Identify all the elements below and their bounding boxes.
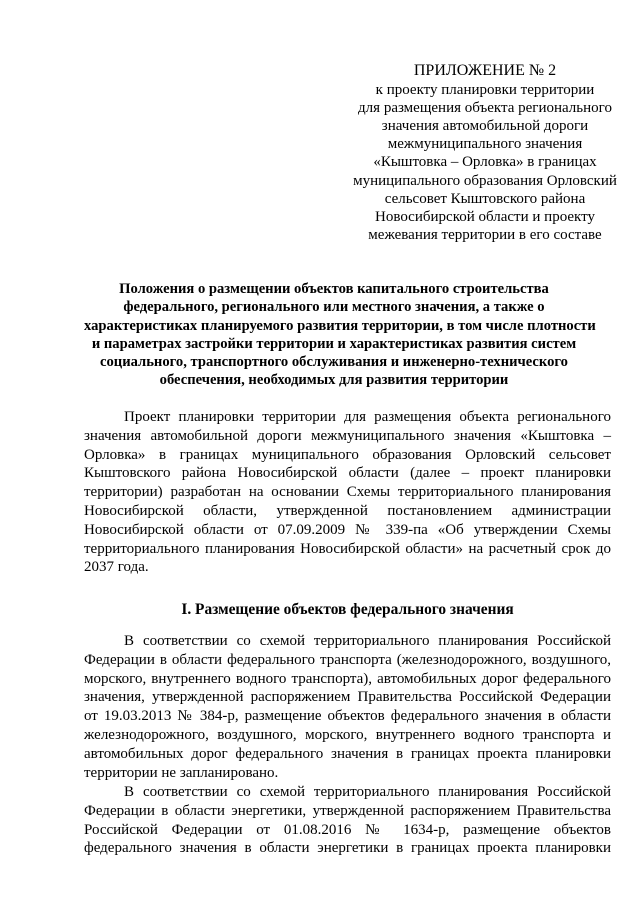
appendix-block [340, 62, 630, 244]
paragraph-line: Орловка» в границах муниципального образования Орловский сельсовет [84, 446, 611, 463]
title-line: и параметрах застройки территории и характеристиках развития систем [91, 335, 577, 352]
appendix-line: Новосибирской области и проекту [375, 208, 595, 225]
paragraph-line: от 19.03.2013 № 384-р, размещение объектов федерального значения в области [84, 708, 611, 725]
paragraph-line: территориального планирования Новосибирской области» на расчетный срок до [84, 540, 611, 557]
paragraph-line: автомобильных дорог федерального значения в границах проекта планировки [84, 745, 611, 762]
paragraph-line: Новосибирской области от 07.09.2009 № 339-па «Об утверждении Схемы [84, 521, 611, 538]
title-line: социального, транспортного обслуживания и инженерно-технического [100, 354, 568, 371]
paragraph-line: железнодорожного, воздушного, морского, внутреннего водного транспорта и [84, 726, 611, 743]
paragraph-line: Федерации в области энергетики, утвержденной распоряжением Правительства [84, 802, 611, 819]
title-line: характеристиках планируемого развития территории, в том числе плотности [84, 317, 596, 334]
section-heading: I. Размещение объектов федерального значения [181, 601, 514, 618]
appendix-line: значения автомобильной дороги [381, 118, 589, 135]
appendix-line: к проекту планировки территории [375, 82, 595, 99]
title-line: федерального, регионального или местного значения, а также о [123, 299, 545, 316]
paragraph-line: В соответствии со схемой территориального планирования Российской [124, 633, 611, 649]
appendix-line: сельсовет Кыштовского района [384, 190, 586, 207]
paragraph-line: В соответствии со схемой территориального планирования Российской [124, 784, 611, 800]
paragraph-line: значения, утвержденной распоряжением Правительства Российской Федерации [84, 689, 611, 706]
appendix-line: для размещения объекта регионального [358, 100, 612, 117]
appendix-line: муниципального образования Орловский [353, 172, 617, 189]
appendix-line: межевания территории в его составе [368, 226, 602, 243]
appendix-line: «Кыштовка – Орловка» в границах [373, 154, 597, 171]
paragraph-line: Кыштовского района Новосибирской области (далее – проект планировки [84, 465, 611, 482]
paragraph-federal-energy [84, 783, 611, 858]
document-title [84, 280, 596, 390]
paragraph-line: Новосибирской области, утвержденной постановлением администрации [84, 502, 611, 519]
appendix-heading: ПРИЛОЖЕНИЕ № 2 [413, 62, 557, 79]
paragraph-line: значения автомобильной дороги межмуниципального значения «Кыштовка – [84, 427, 611, 444]
paragraph-line: морского, внутреннего водного транспорта), автомобильных дорог федерального [84, 670, 611, 687]
title-line: обеспечения, необходимых для развития территории [159, 372, 509, 389]
paragraph-line: территории не запланировано. [84, 764, 279, 781]
paragraph-line: Проект планировки территории для размещения объекта регионального [124, 409, 611, 425]
appendix-line: межмуниципального значения [387, 136, 583, 153]
paragraph-federal-transport [84, 632, 611, 782]
paragraph-line: Российской Федерации от 01.08.2016 № 1634-р, размещение объектов [84, 821, 611, 838]
paragraph-line: территории) разработан на основании Схемы территориального планирования [84, 484, 611, 501]
paragraph-line: 2037 года. [84, 559, 149, 576]
paragraph-line: Федерации в области федерального транспорта (железнодорожного, воздушного, [84, 651, 611, 668]
intro-paragraph [84, 408, 611, 577]
title-line: Положения о размещении объектов капитального строительства [119, 281, 549, 297]
paragraph-line: федерального значения в области энергетики в границах проекта планировки [84, 840, 611, 857]
